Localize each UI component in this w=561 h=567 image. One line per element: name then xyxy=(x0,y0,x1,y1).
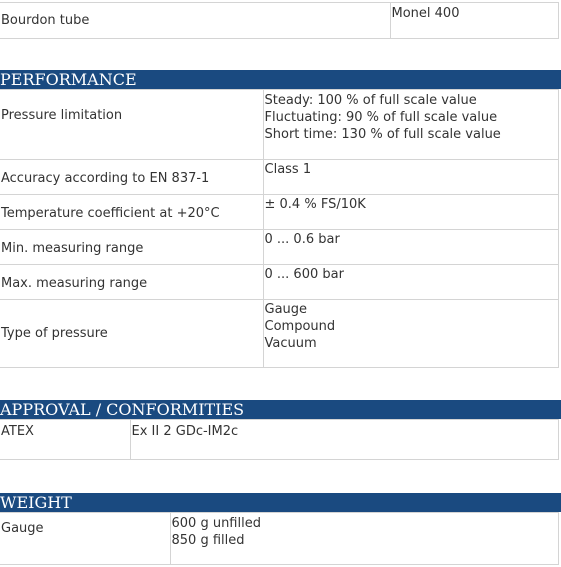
value-line: Short time: 130 % of full scale value xyxy=(264,127,501,142)
approval-table xyxy=(0,419,559,460)
label-text: ATEX xyxy=(1,424,34,439)
row-label xyxy=(0,265,263,300)
value-line: Vacuum xyxy=(264,336,317,351)
row-value xyxy=(263,195,559,230)
label-text: Temperature coefficient at +20°C xyxy=(1,206,220,221)
performance-table xyxy=(0,89,559,368)
row-label xyxy=(0,195,263,230)
table-row xyxy=(0,195,559,230)
section-header-performance xyxy=(0,70,561,89)
value-line: Monel 400 xyxy=(391,6,460,21)
row-value xyxy=(263,230,559,265)
section-header-weight xyxy=(0,493,561,512)
row-label xyxy=(0,513,170,565)
table-row xyxy=(0,230,559,265)
row-label xyxy=(0,420,130,460)
table-row xyxy=(0,90,559,160)
section-title: PERFORMANCE xyxy=(0,70,137,89)
label-text: Gauge xyxy=(1,521,44,536)
value-line: Compound xyxy=(264,319,336,334)
row-value xyxy=(263,300,559,368)
row-label xyxy=(0,300,263,368)
table-row xyxy=(0,420,559,460)
label-text: Pressure limitation xyxy=(1,108,123,123)
value-line: 0 ... 0.6 bar xyxy=(264,232,340,247)
row-value xyxy=(170,513,559,565)
label-text: Min. measuring range xyxy=(1,241,144,256)
row-value xyxy=(130,420,559,460)
value-line: Steady: 100 % of full scale value xyxy=(264,93,477,108)
section-header-approval xyxy=(0,400,561,419)
weight-table xyxy=(0,512,559,565)
table-row xyxy=(0,300,559,368)
value-line: Gauge xyxy=(264,302,308,317)
value-line: Fluctuating: 90 % of full scale value xyxy=(264,110,498,125)
label-text: Bourdon tube xyxy=(1,13,90,28)
table-row xyxy=(0,160,559,195)
table-row xyxy=(0,513,559,565)
row-value xyxy=(390,3,559,39)
row-value xyxy=(263,90,559,160)
value-line: 600 g unfilled xyxy=(171,516,261,531)
section-title: APPROVAL / CONFORMITIES xyxy=(0,400,245,419)
label-text: Accuracy according to EN 837-1 xyxy=(1,171,210,186)
value-line: Class 1 xyxy=(264,162,312,177)
value-line: Ex II 2 GDc-IM2c xyxy=(131,424,239,439)
row-label xyxy=(0,230,263,265)
table-row xyxy=(0,3,559,39)
section-title: WEIGHT xyxy=(0,493,72,512)
value-line: 0 ... 600 bar xyxy=(264,267,344,282)
row-label xyxy=(0,90,263,160)
label-text: Max. measuring range xyxy=(1,276,148,291)
value-line: ± 0.4 % FS/10K xyxy=(264,197,366,212)
value-line: 850 g filled xyxy=(171,533,245,548)
table-row xyxy=(0,265,559,300)
row-label xyxy=(0,3,390,39)
label-text: Type of pressure xyxy=(1,326,108,341)
row-value xyxy=(263,265,559,300)
row-label xyxy=(0,160,263,195)
material-table xyxy=(0,2,559,39)
row-value xyxy=(263,160,559,195)
